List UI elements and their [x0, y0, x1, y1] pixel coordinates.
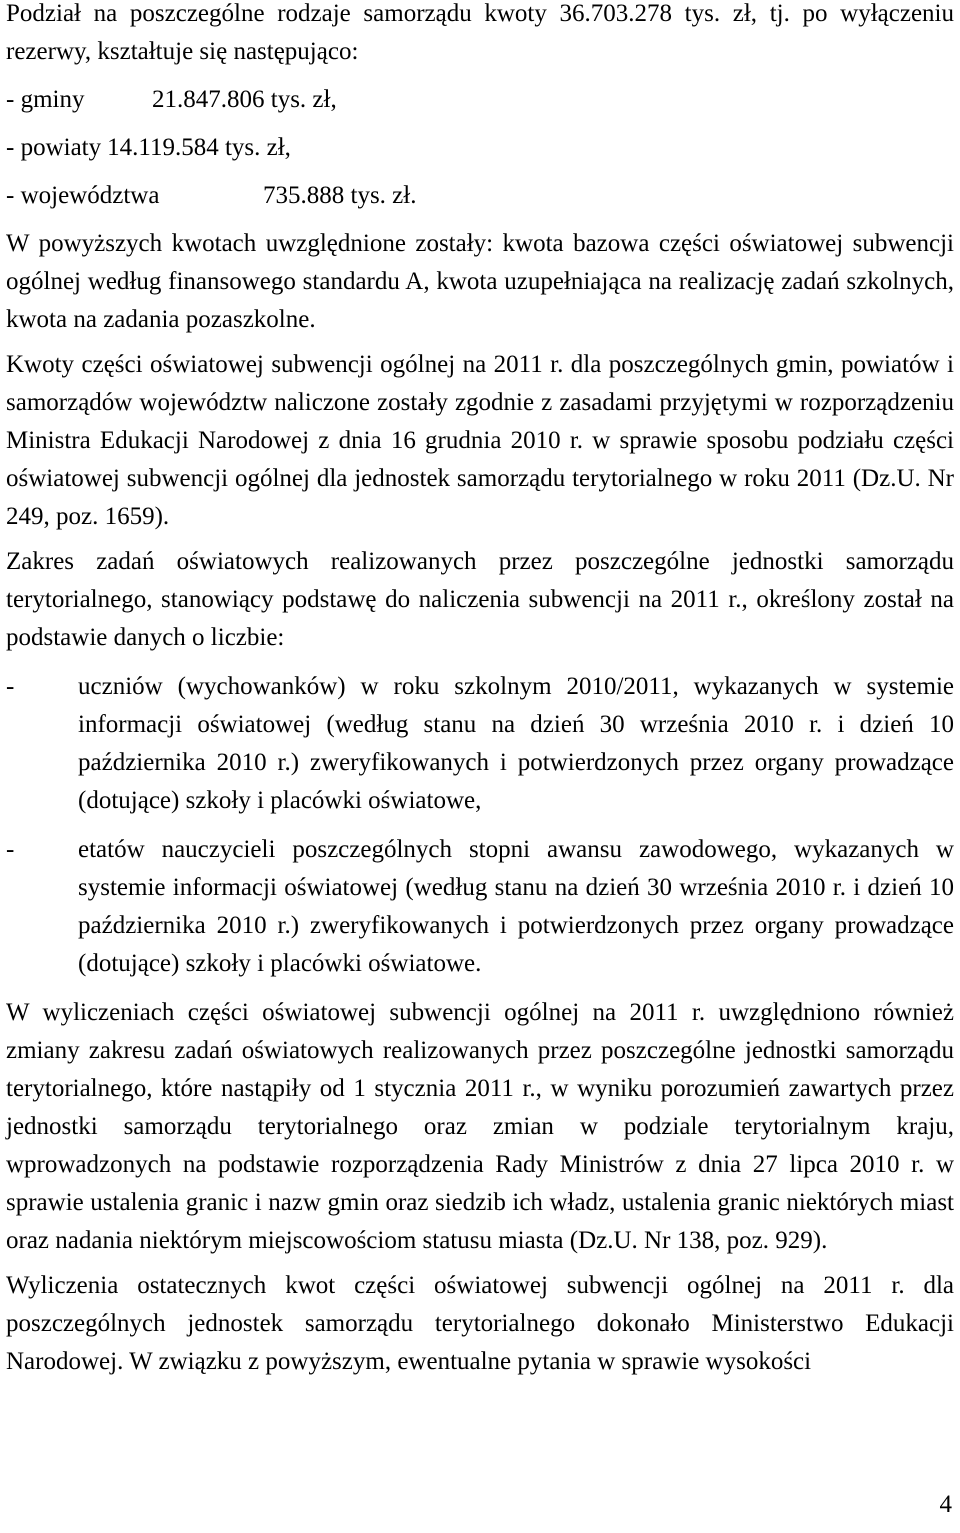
page-number: 4	[939, 1491, 952, 1518]
amount-label: - województwa	[6, 182, 160, 209]
amounts-list	[6, 81, 954, 225]
amount-label: - powiaty	[6, 134, 102, 161]
amount-value: 14.119.584 tys. zł,	[107, 134, 291, 161]
criteria-list	[6, 668, 954, 983]
paragraph-kwoty-bazowe: W powyższych kwotach uwzględnione zostały: kwota bazowa części oświatowej subwencji ogólnej według finansowego standardu A, kwota uzupełniająca na realizację zadań szkolnych, kwota na zadania pozaszkolne.	[6, 230, 954, 333]
amount-row-gminy	[6, 81, 954, 129]
amount-row-powiaty	[6, 129, 954, 177]
amount-value: 21.847.806 tys. zł,	[152, 86, 337, 113]
list-item	[6, 831, 954, 983]
paragraph-wyliczenia: Wyliczenia ostatecznych kwot części oświatowej subwencji ogólnej na 2011 r. dla poszczególnych jednostek samorządu terytorialnego dokonało Ministerstwo Edukacji Narodowej. W związku z powyższym, ewentualne pytania w sprawie wysokości	[6, 1272, 954, 1375]
list-dash: -	[6, 673, 15, 700]
amount-value: 735.888 tys. zł.	[263, 182, 417, 209]
amount-label: - gminy	[6, 86, 85, 113]
paragraph-zakres-zadan: Zakres zadań oświatowych realizowanych przez poszczególne jednostki samorządu terytorialnego, stanowiący podstawę do naliczenia subwencji na 2011 r., określony został na podstawie danych o liczbie:	[6, 548, 954, 651]
list-item-text: etatów nauczycieli poszczególnych stopni awansu zawodowego, wykazanych w systemie informacji oświatowej (według stanu na dzień 30 września 2010 r. i dzień 10 października 2010 r.) zweryfikowanych i potwierdzonych przez organy prowadzące (dotujące) szkoły i placówki oświatowe.	[78, 836, 954, 977]
list-item-text: uczniów (wychowanków) w roku szkolnym 2010/2011, wykazanych w systemie informacji oświatowej (według stanu na dzień 30 września 2010 r. i dzień 10 października 2010 r.) zweryfikowanych i potwierdzonych przez organy prowadzące (dotujące) szkoły i placówki oświatowe,	[78, 673, 954, 814]
list-dash: -	[6, 836, 15, 863]
paragraph-zmiany-zakresu: W wyliczeniach części oświatowej subwencji ogólnej na 2011 r. uwzględniono również zmiany zakresu zadań oświatowych realizowanych przez poszczególne jednostki samorządu terytorialnego, które nastąpiły od 1 stycznia 2011 r., w wyniku porozumień zawartych przez jednostki samorządu terytorialnego oraz zmian w podziale terytorialnym kraju, wprowadzonych na podstawie rozporządzenia Rady Ministrów z dnia 27 lipca 2010 r. w sprawie ustalenia granic i nazw gmin oraz siedzib ich władz, ustalenia granic niektórych miast oraz nadania niektórym miejscowościom statusu miasta (Dz.U. Nr 138, poz. 929).	[6, 999, 954, 1254]
amount-row-wojewodztwa	[6, 177, 954, 225]
list-item	[6, 668, 954, 820]
intro-paragraph: Podział na poszczególne rodzaje samorządu kwoty 36.703.278 tys. zł, tj. po wyłączeniu rezerwy, kształtuje się następująco:	[6, 0, 954, 65]
paragraph-naliczenie: Kwoty części oświatowej subwencji ogólnej na 2011 r. dla poszczególnych gmin, powiatów i samorządów województw naliczone zostały zgodnie z zasadami przyjętymi w rozporządzeniu Ministra Edukacji Narodowej z dnia 16 grudnia 2010 r. w sprawie sposobu podziału części oświatowej subwencji ogólnej dla jednostek samorządu terytorialnego w roku 2011 (Dz.U. Nr 249, poz. 1659).	[6, 351, 954, 530]
